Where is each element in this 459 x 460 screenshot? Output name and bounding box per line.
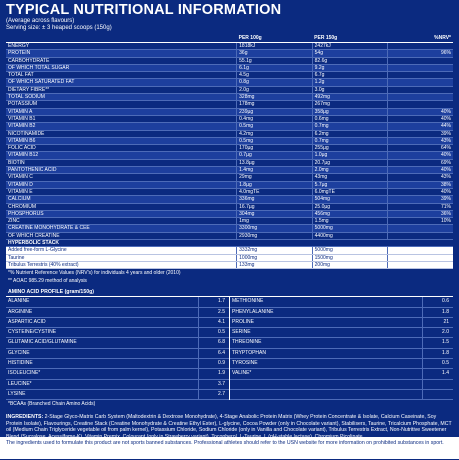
amino-acid-row bbox=[6, 338, 229, 348]
per-100g-value: 4.5g bbox=[237, 72, 313, 79]
amino-acid-name: VALINE* bbox=[232, 370, 252, 377]
per-150g-value: 54g bbox=[312, 50, 388, 57]
amino-acid-row bbox=[6, 390, 229, 400]
bcaa-footnote: *BCAAs (Branched Chain Amino Acids) bbox=[8, 401, 96, 408]
table-row bbox=[6, 210, 453, 217]
nutrient-name: PHOSPHORUS bbox=[6, 210, 237, 217]
ingredient-name: Tribulus Terrestris (40% extract) bbox=[6, 261, 237, 268]
amino-acid-value: 0.5 bbox=[422, 359, 453, 368]
amino-acid-row bbox=[6, 318, 229, 328]
amino-acid-value: 21 bbox=[422, 318, 453, 327]
table-row bbox=[6, 50, 453, 57]
nrv-value: 71% bbox=[388, 203, 453, 210]
nrv-value bbox=[388, 101, 453, 108]
per-100g-value: 6.1g bbox=[237, 64, 313, 71]
nrv-value: 40% bbox=[388, 152, 453, 159]
table-row bbox=[6, 79, 453, 86]
nutrient-name: VITAMIN D bbox=[6, 181, 237, 188]
nutrient-name: VITAMIN B1 bbox=[6, 115, 237, 122]
per-100g-value: 336mg bbox=[237, 196, 313, 203]
nrv-value: 10% bbox=[388, 218, 453, 225]
per-150g-value: 2427kJ bbox=[312, 43, 388, 50]
amino-acid-row bbox=[230, 308, 453, 318]
nutrient-name: PROTEIN bbox=[6, 50, 237, 57]
per-100g-value: 1000mg bbox=[237, 254, 313, 261]
table-row bbox=[6, 203, 453, 210]
nrv-value bbox=[388, 79, 453, 86]
nutrient-name: TOTAL FAT bbox=[6, 72, 237, 79]
per-150g-value: 0.7mg bbox=[312, 123, 388, 130]
nrv-value: 40% bbox=[388, 115, 453, 122]
amino-acid-row bbox=[6, 349, 229, 359]
amino-acid-value: 2.5 bbox=[198, 308, 229, 317]
amino-acid-value: 0.9 bbox=[198, 359, 229, 368]
table-row bbox=[6, 159, 453, 166]
per-150g-value: 6.7g bbox=[312, 72, 388, 79]
per-100g-value: 2.0g bbox=[237, 86, 313, 93]
per-100g-value: 178mg bbox=[237, 101, 313, 108]
per-100g-value: 0.5mg bbox=[237, 137, 313, 144]
per-100g-value: 4.2mg bbox=[237, 130, 313, 137]
nutrient-name: VITAMIN B12 bbox=[6, 152, 237, 159]
per-150g-value: 3.0g bbox=[312, 86, 388, 93]
per-150g-value: 82.6g bbox=[312, 57, 388, 64]
table-header-row bbox=[6, 34, 453, 43]
nrv-value: 43% bbox=[388, 174, 453, 181]
header-per-100g: PER 100g bbox=[237, 34, 313, 43]
hyperbolic-stack-header bbox=[6, 240, 453, 247]
nrv-value: 43% bbox=[388, 137, 453, 144]
amino-acid-name: PROLINE bbox=[232, 318, 254, 325]
header-nutrient bbox=[6, 34, 237, 43]
amino-acid-name: ARGININE bbox=[8, 308, 33, 315]
per-150g-value: 255µg bbox=[312, 145, 388, 152]
nrv-value bbox=[388, 57, 453, 64]
nrv-value: 40% bbox=[388, 167, 453, 174]
per-150g-value: 5000mg bbox=[312, 247, 388, 254]
table-row bbox=[6, 188, 453, 195]
per-150g-value: 4400mg bbox=[312, 232, 388, 239]
amino-acid-name bbox=[230, 390, 422, 399]
amino-acid-row bbox=[6, 359, 229, 369]
per-150g-value: 0.7mg bbox=[312, 137, 388, 144]
nrv-value: 64% bbox=[388, 145, 453, 152]
amino-acid-row bbox=[230, 297, 453, 307]
per-100g-value: 0.7µg bbox=[237, 152, 313, 159]
nrv-value: 44% bbox=[388, 123, 453, 130]
per-100g-value: 13.8µg bbox=[237, 159, 313, 166]
ingredients-text: 2-Stage Glyco-Matrix Carb System (Maltodextrin & Dextrose Monohydrate), 4-Stage Anabolic Protein Matrix (Whey Protein Concentrate & Isolate, Calcium Caseinate, Soy Protein Isolate), Flavourings, Creatine Stack (Creatine Monohydrate & Creatine Ethyl Ester), L-glycine, Cocoa Powder (only in Chocolate variant), Stabilisers, Taurine, Tricalcium Phosphate, MCT oil (Medium Chain Triglyceride vegetable oil from palm kernel), Potassium Chloride, Sodium Chloride (only in Vanilla and Chocolate variant), Tribulus Terrestris Extract, Non-Nutritive Sweetener bbox=[6, 414, 452, 434]
table-row bbox=[6, 254, 453, 261]
per-100g-value: 133mg bbox=[237, 261, 313, 268]
table-row bbox=[6, 64, 453, 71]
amino-acid-value: 2.7 bbox=[198, 390, 229, 399]
amino-acid-name: SERINE bbox=[232, 329, 251, 336]
amino-acid-value: 4.1 bbox=[198, 318, 229, 327]
per-150g-value: 1.0µg bbox=[312, 152, 388, 159]
amino-acid-value bbox=[422, 390, 453, 399]
amino-acid-value: 0.6 bbox=[422, 297, 453, 306]
nrv-value: 40% bbox=[388, 108, 453, 115]
header-per-150g: PER 150g bbox=[312, 34, 388, 43]
per-100g-value: 1818kJ bbox=[237, 43, 313, 50]
nrv-value: 36% bbox=[388, 210, 453, 217]
nutrient-name: NICOTINAMIDE bbox=[6, 130, 237, 137]
amino-acid-value: 6.8 bbox=[198, 338, 229, 347]
table-row bbox=[6, 43, 453, 50]
nrv-value: 39% bbox=[388, 196, 453, 203]
header-nrv: %NRV* bbox=[388, 34, 453, 43]
amino-acid-name: LEUCINE* bbox=[8, 380, 32, 387]
amino-acid-name: LYSINE bbox=[8, 390, 26, 397]
amino-acid-name: GLYCINE bbox=[8, 349, 30, 356]
per-150g-value: 2.0mg bbox=[312, 167, 388, 174]
amino-acid-name bbox=[230, 380, 422, 389]
amino-acid-name: GLUTAMIC ACID/GLUTAMINE bbox=[8, 339, 77, 346]
per-150g-value: 9.2g bbox=[312, 64, 388, 71]
per-150g-value: 25.0µg bbox=[312, 203, 388, 210]
per-150g-value: 5000mg bbox=[312, 225, 388, 232]
nrv-value: 39% bbox=[388, 130, 453, 137]
nutrient-name: CALCIUM bbox=[6, 196, 237, 203]
per-100g-value: 170µg bbox=[237, 145, 313, 152]
nrv-value bbox=[388, 225, 453, 232]
per-150g-value: 456mg bbox=[312, 210, 388, 217]
nrv-value bbox=[388, 94, 453, 101]
per-100g-value: 16.7µg bbox=[237, 203, 313, 210]
subtitle-serving-size: Serving size: ± 3 heaped scoops (150g) bbox=[6, 25, 112, 31]
per-150g-value: 6.0mgTE bbox=[312, 188, 388, 195]
table-row bbox=[6, 130, 453, 137]
amino-acid-row bbox=[230, 380, 453, 390]
nutrient-name: FOLIC ACID bbox=[6, 145, 237, 152]
amino-acid-name: THREONINE bbox=[232, 339, 262, 346]
per-100g-value: 328mg bbox=[237, 94, 313, 101]
per-100g-value: 3300mg bbox=[237, 225, 313, 232]
amino-acid-name: ASPARTIC ACID bbox=[8, 318, 46, 325]
nrv-value bbox=[388, 86, 453, 93]
amino-acid-value: 3.7 bbox=[198, 380, 229, 389]
nrv-value bbox=[388, 247, 453, 254]
amino-acid-value: 1.5 bbox=[422, 338, 453, 347]
per-150g-value: 20.7µg bbox=[312, 159, 388, 166]
per-150g-value: 492mg bbox=[312, 94, 388, 101]
amino-acid-value: 1.4 bbox=[422, 369, 453, 378]
per-150g-value: 200mg bbox=[312, 261, 388, 268]
ingredient-name: Taurine bbox=[6, 254, 237, 261]
amino-acid-value: 6.4 bbox=[198, 349, 229, 358]
table-row bbox=[6, 247, 453, 254]
subtitle-average: (Average across flavours) bbox=[6, 18, 75, 24]
amino-acid-grid bbox=[6, 297, 453, 400]
per-100g-value: 55.1g bbox=[237, 57, 313, 64]
amino-acid-value: 1.7 bbox=[198, 297, 229, 306]
amino-acid-name: HISTIDINE bbox=[8, 359, 33, 366]
per-150g-value: 5.7µg bbox=[312, 181, 388, 188]
amino-acid-value: 0.5 bbox=[198, 328, 229, 337]
nrv-value bbox=[388, 254, 453, 261]
nrv-value: 40% bbox=[388, 188, 453, 195]
nrv-value: 69% bbox=[388, 159, 453, 166]
table-row bbox=[6, 218, 453, 225]
table-row bbox=[6, 261, 453, 268]
amino-acid-row bbox=[6, 369, 229, 379]
amino-acid-row bbox=[6, 308, 229, 318]
per-100g-value: 304mg bbox=[237, 210, 313, 217]
per-100g-value: 1.4mg bbox=[237, 167, 313, 174]
amino-acid-row bbox=[230, 390, 453, 400]
per-100g-value: 0.4mg bbox=[237, 115, 313, 122]
amino-acid-row bbox=[230, 328, 453, 338]
table-row bbox=[6, 181, 453, 188]
nrv-footnote: *% Nutrient Reference Values (NRV's) for individuals 4 years and older (2010) bbox=[8, 270, 181, 277]
table-row bbox=[6, 72, 453, 79]
amino-acid-row bbox=[230, 318, 453, 328]
footer-text: The ingredients used to formulate this product are not sports banned substances. Professional athletes should refer to the USN website for more information on prohibited substances in sport. bbox=[6, 440, 444, 446]
hyperbolic-stack-rows bbox=[6, 247, 453, 269]
table-row bbox=[6, 101, 453, 108]
per-100g-value: 29mg bbox=[237, 174, 313, 181]
footer-disclaimer bbox=[0, 437, 459, 459]
amino-acid-name: TRYPTOPHAN bbox=[232, 349, 266, 356]
table-row bbox=[6, 225, 453, 232]
nutrient-name: BIOTIN bbox=[6, 159, 237, 166]
per-100g-value: 1mg bbox=[237, 218, 313, 225]
nrv-value: 96% bbox=[388, 50, 453, 57]
per-100g-value: 36g bbox=[237, 50, 313, 57]
amino-acid-name: METHIONINE bbox=[232, 298, 264, 305]
per-100g-value: 239µg bbox=[237, 108, 313, 115]
nutrient-name: VITAMIN A bbox=[6, 108, 237, 115]
per-150g-value: 1500mg bbox=[312, 254, 388, 261]
table-row bbox=[6, 57, 453, 64]
per-100g-value: 4.0mgTE bbox=[237, 188, 313, 195]
amino-acid-row bbox=[230, 369, 453, 379]
page-title: TYPICAL NUTRITIONAL INFORMATION bbox=[6, 2, 282, 18]
nutrient-name: OF WHICH CREATINE bbox=[6, 232, 237, 239]
table-row bbox=[6, 174, 453, 181]
hyperbolic-stack-label: HYPERBOLIC STACK bbox=[6, 240, 453, 247]
per-150g-value: 1.2g bbox=[312, 79, 388, 86]
per-100g-value: 2930mg bbox=[237, 232, 313, 239]
nutrient-name: PANTOTHENIC ACID bbox=[6, 167, 237, 174]
nutrient-name: VITAMIN B2 bbox=[6, 123, 237, 130]
table-row bbox=[6, 115, 453, 122]
nrv-value bbox=[388, 64, 453, 71]
table-row bbox=[6, 123, 453, 130]
table-row bbox=[6, 167, 453, 174]
table-row bbox=[6, 145, 453, 152]
nutrition-table-body bbox=[6, 43, 453, 240]
per-150g-value: 6.2mg bbox=[312, 130, 388, 137]
per-150g-value: 1.5mg bbox=[312, 218, 388, 225]
table-row bbox=[6, 196, 453, 203]
amino-acid-profile bbox=[6, 288, 453, 408]
amino-acid-value: 2.0 bbox=[422, 328, 453, 337]
amino-acid-value: 1.9 bbox=[198, 369, 229, 378]
amino-acid-value: 1.8 bbox=[422, 308, 453, 317]
amino-acid-column-right bbox=[230, 297, 453, 400]
amino-acid-row bbox=[6, 328, 229, 338]
nutrient-name: POTASSIUM bbox=[6, 101, 237, 108]
nrv-value bbox=[388, 72, 453, 79]
nutrient-name: TOTAL SODIUM bbox=[6, 94, 237, 101]
ingredient-name: Added free-form L-Glycine bbox=[6, 247, 237, 254]
per-150g-value: 267mg bbox=[312, 101, 388, 108]
amino-acid-heading: AMINO ACID PROFILE (gram/150g) bbox=[6, 288, 453, 297]
nutrient-name: DIETARY FIBRE** bbox=[6, 86, 237, 93]
amino-acid-name: TYROSINE bbox=[232, 359, 258, 366]
per-100g-value: 0.8g bbox=[237, 79, 313, 86]
amino-acid-row bbox=[6, 297, 229, 307]
nrv-value bbox=[388, 232, 453, 239]
per-150g-value: 0.6mg bbox=[312, 115, 388, 122]
nutrition-table bbox=[6, 34, 453, 269]
nutrient-name: OF WHICH SATURATED FAT bbox=[6, 79, 237, 86]
table-row bbox=[6, 152, 453, 159]
amino-acid-column-left bbox=[6, 297, 230, 400]
nutrient-name: OF WHICH TOTAL SUGAR bbox=[6, 64, 237, 71]
amino-acid-row bbox=[230, 338, 453, 348]
table-row bbox=[6, 94, 453, 101]
nutrient-name: VITAMIN C bbox=[6, 174, 237, 181]
nutrient-name: CREATINE MONOHYDRATE & CEE bbox=[6, 225, 237, 232]
nrv-value bbox=[388, 43, 453, 50]
amino-acid-row bbox=[230, 349, 453, 359]
per-150g-value: 358µg bbox=[312, 108, 388, 115]
nutrient-name: CARBOHYDRATE bbox=[6, 57, 237, 64]
ingredients-label: INGREDIENTS: bbox=[6, 414, 44, 421]
nutrient-name: ENERGY bbox=[6, 43, 237, 50]
amino-acid-value: 1.8 bbox=[422, 349, 453, 358]
nutrient-name: VITAMIN E bbox=[6, 188, 237, 195]
amino-acid-name: CYSTEINE/CYSTINE bbox=[8, 329, 57, 336]
amino-acid-name: PHENYLALANINE bbox=[232, 308, 274, 315]
table-row bbox=[6, 137, 453, 144]
nutrient-name: CHROMIUM bbox=[6, 203, 237, 210]
nutrient-name: VITAMIN B6 bbox=[6, 137, 237, 144]
table-row bbox=[6, 86, 453, 93]
amino-acid-name: ALANINE bbox=[8, 298, 30, 305]
amino-acid-value bbox=[422, 380, 453, 389]
per-100g-value: 1.8µg bbox=[237, 181, 313, 188]
amino-acid-row bbox=[230, 359, 453, 369]
per-100g-value: 0.5mg bbox=[237, 123, 313, 130]
nutrient-name: ZINC bbox=[6, 218, 237, 225]
per-150g-value: 504mg bbox=[312, 196, 388, 203]
table-row bbox=[6, 232, 453, 239]
nrv-value bbox=[388, 261, 453, 268]
amino-acid-row bbox=[6, 380, 229, 390]
table-row bbox=[6, 108, 453, 115]
per-150g-value: 43mg bbox=[312, 174, 388, 181]
per-100g-value: 3332mg bbox=[237, 247, 313, 254]
amino-acid-name: ISOLEUCINE* bbox=[8, 370, 41, 377]
aoac-footnote: ** AOAC 985.29 method of analysis bbox=[8, 278, 87, 285]
nrv-value: 38% bbox=[388, 181, 453, 188]
